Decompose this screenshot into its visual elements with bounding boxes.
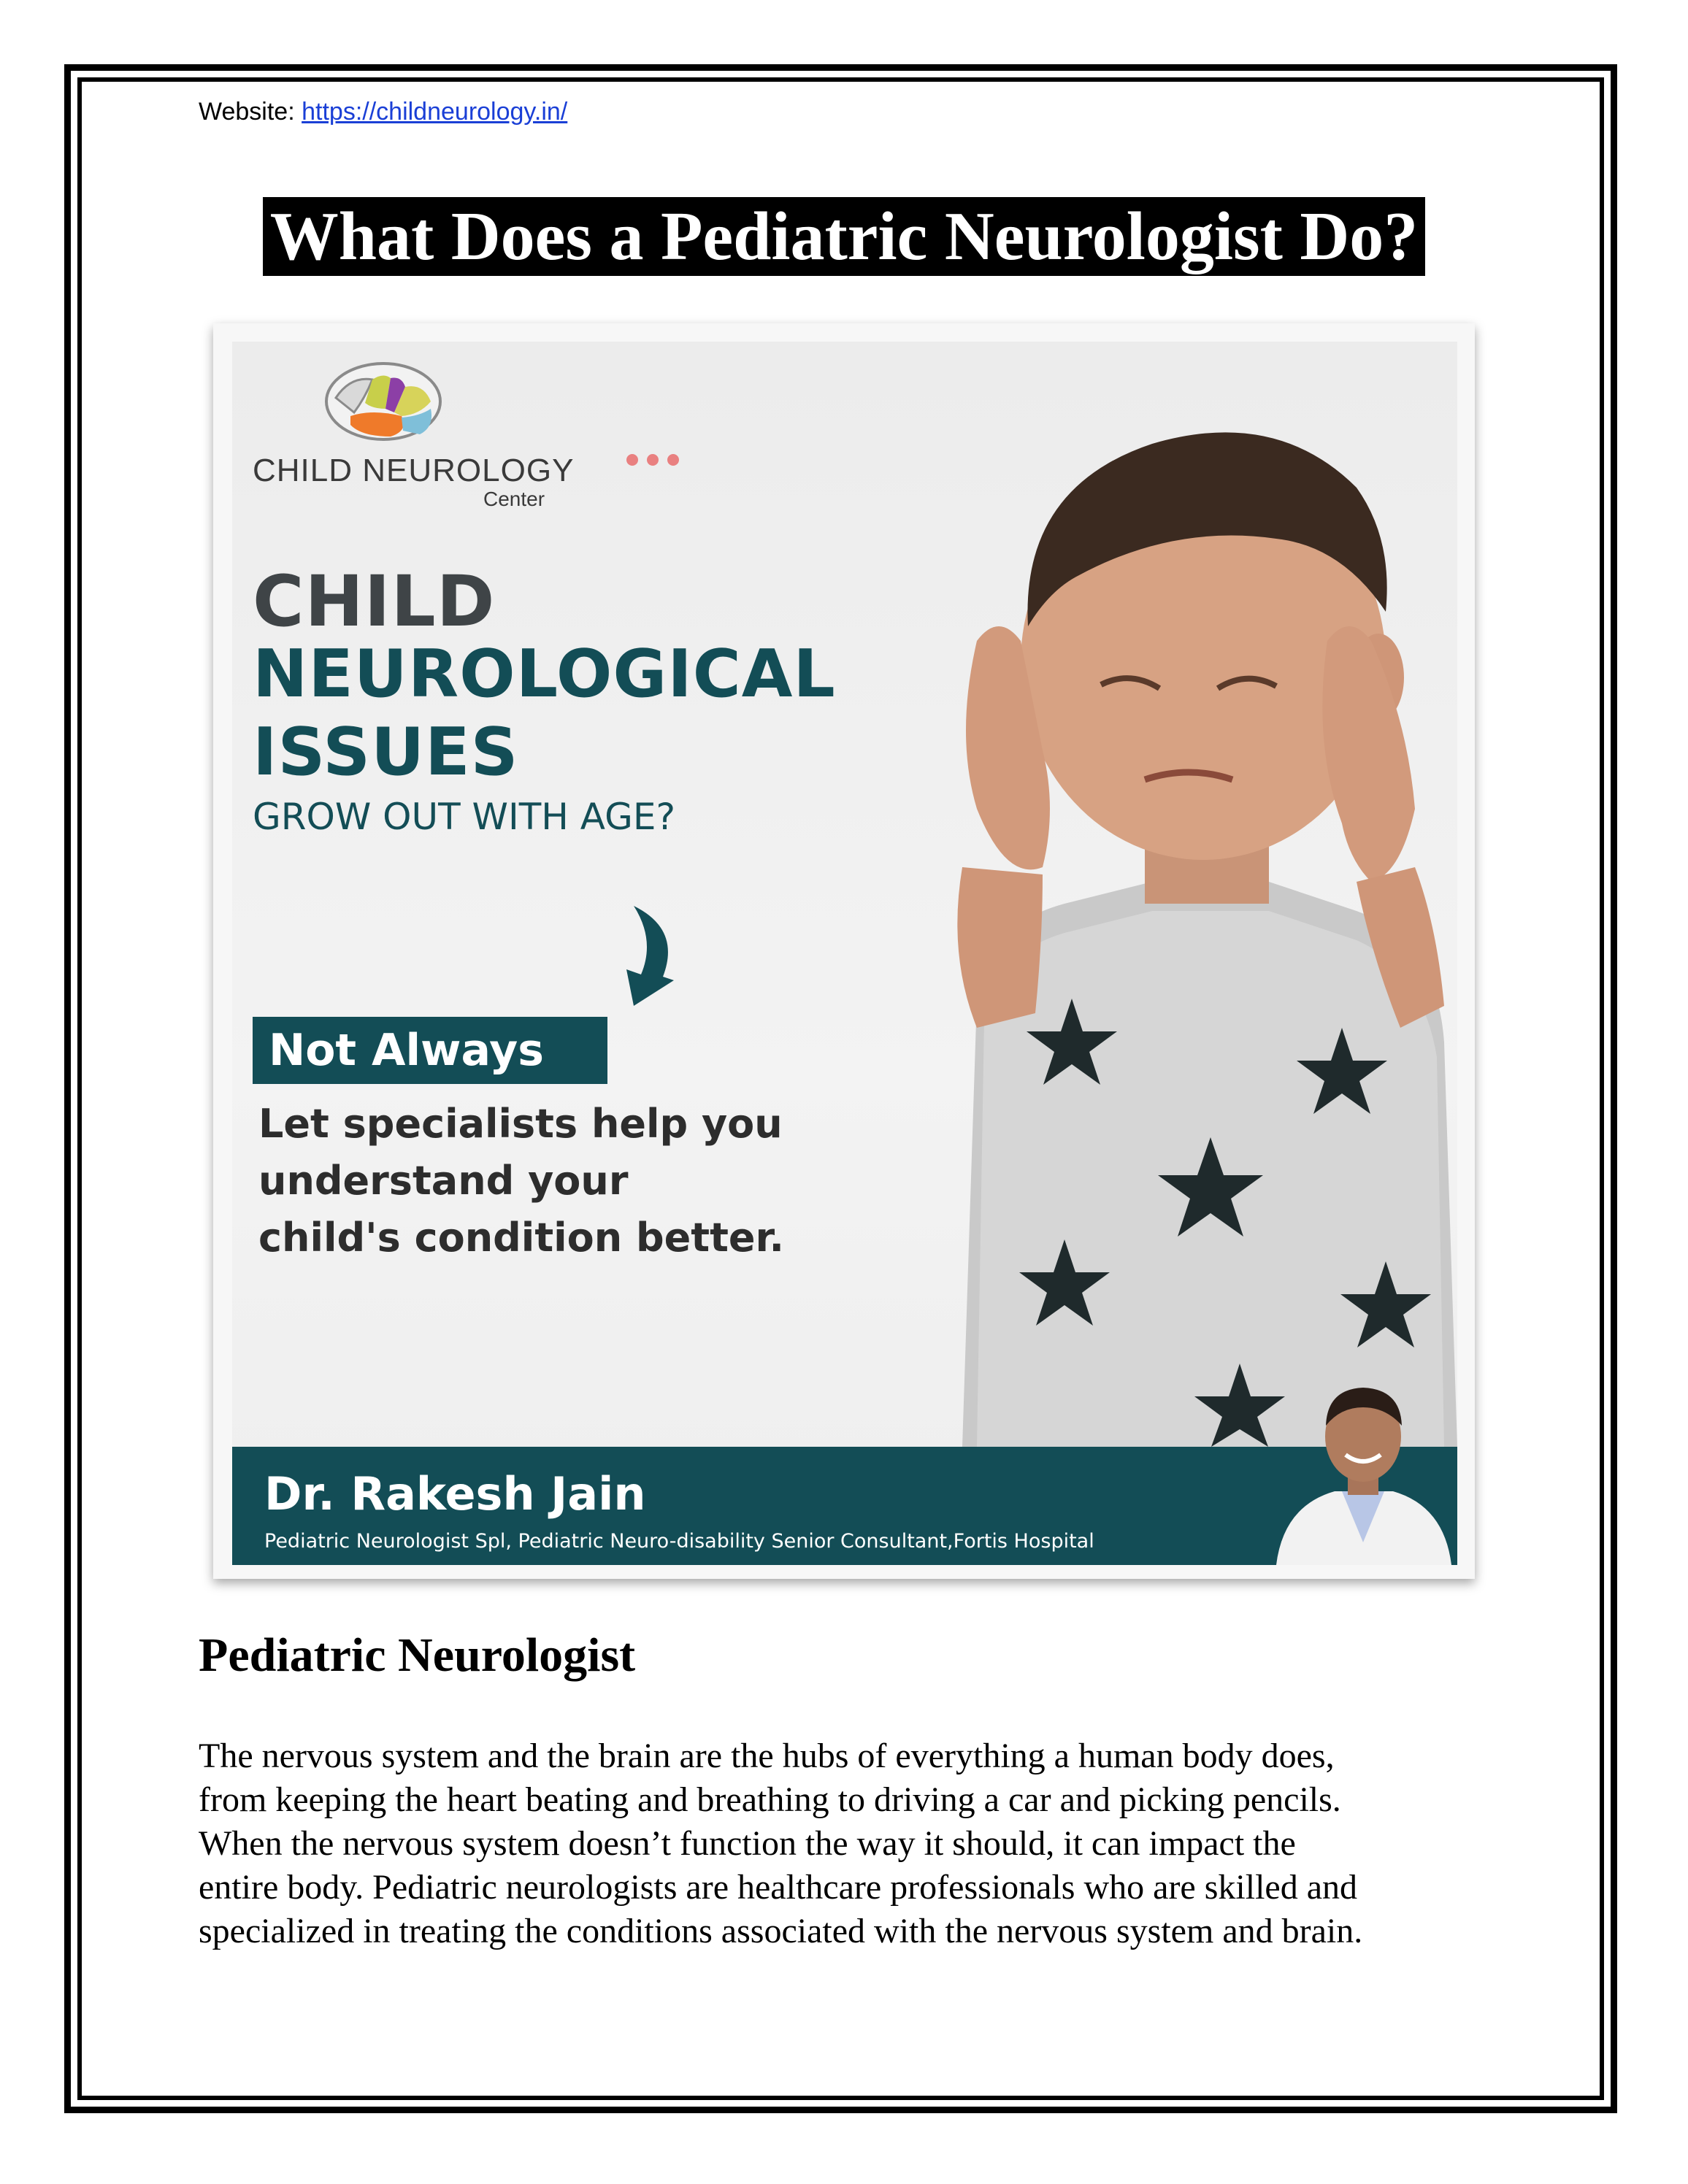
doctor-name: Dr. Rakesh Jain	[264, 1467, 646, 1520]
website-line	[199, 98, 567, 126]
dots-decoration-icon	[625, 451, 683, 469]
page-title: What Does a Pediatric Neurologist Do?	[263, 197, 1426, 276]
paragraph-line-5: specialized in treating the conditions associated with the nervous system and brain.	[199, 1912, 1363, 1950]
paragraph-line-3: When the nervous system doesn’t function the way it should, it can impact the	[199, 1824, 1296, 1863]
website-label: Website:	[199, 98, 302, 126]
child-photo	[933, 400, 1457, 1447]
website-link[interactable]: https://childneurology.in/	[302, 98, 568, 126]
curved-arrow-icon	[605, 900, 685, 1010]
banner-image	[213, 323, 1475, 1579]
headline-neurological: NEUROLOGICAL	[253, 636, 836, 712]
headline-question: GROW OUT WITH AGE?	[253, 796, 675, 838]
answer-badge: Not Always	[253, 1017, 607, 1084]
doctor-photo	[1269, 1367, 1457, 1565]
paragraph-line-2: from keeping the heart beating and breathing to driving a car and picking pencils.	[199, 1780, 1341, 1819]
banner-canvas	[232, 342, 1457, 1565]
message-line-2: understand your	[258, 1158, 629, 1204]
paragraph-line-4: entire body. Pediatric neurologists are healthcare professionals who are skilled and	[199, 1868, 1358, 1907]
brain-logo-icon	[321, 358, 445, 453]
logo-subtitle: Center	[483, 488, 545, 510]
logo-name: CHILD NEUROLOGY	[253, 453, 575, 488]
headline-child: CHILD	[253, 561, 496, 642]
title-wrap	[0, 197, 1688, 276]
section-heading: Pediatric Neurologist	[199, 1629, 636, 1682]
message-line-1: Let specialists help you	[258, 1101, 783, 1147]
headline-issues: ISSUES	[253, 714, 519, 791]
message-line-3: child's condition better.	[258, 1215, 784, 1261]
paragraph-line-1: The nervous system and the brain are the hubs of everything a human body does,	[199, 1737, 1335, 1775]
doctor-role: Pediatric Neurologist Spl, Pediatric Neuro-disability Senior Consultant,Fortis Hospital	[264, 1530, 1094, 1553]
